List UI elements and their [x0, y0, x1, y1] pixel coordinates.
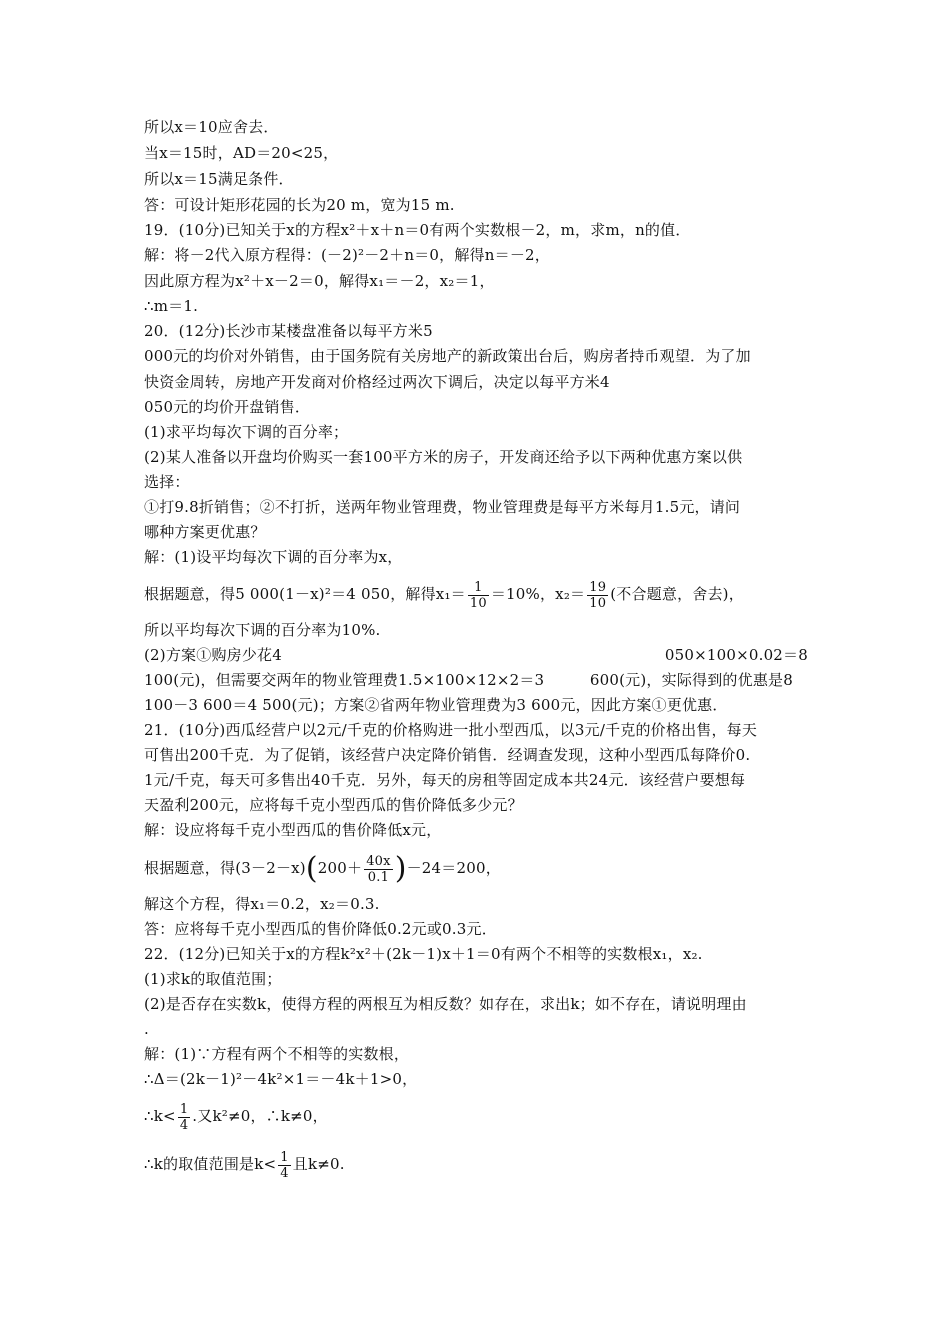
equation-text: 根据题意，得(3－2－x): [144, 859, 306, 877]
text-line: 哪种方案更优惠？: [144, 523, 266, 541]
text-line: ∴Δ＝(2k－1)²－4k²×1＝－4k＋1>0，: [144, 1070, 418, 1088]
fraction: [364, 854, 392, 885]
text-line: 所以x＝15满足条件．: [144, 170, 294, 188]
fraction: [278, 1150, 290, 1181]
fraction-numerator: 1: [280, 1149, 289, 1165]
text-line: 解这个方程，得x₁＝0.2，x₂＝0.3.: [144, 895, 380, 913]
text-line: (2)某人准备以开盘均价购买一套100平方米的房子，开发商还给予以下两种优惠方案以供: [144, 448, 743, 466]
text-line: 答：应将每千克小型西瓜的售价降低0.2元或0.3元．: [144, 920, 497, 938]
equation-text: ∴k的取值范围是k<: [144, 1155, 277, 1173]
question-19: 19．(10分)已知关于x的方程x²＋x＋n＝0有两个实数根－2，m，求m，n的值．: [144, 221, 691, 239]
text-line: ①打9.8折销售；②不打折，送两年物业管理费，物业管理费是每平方米每月1.5元，请问: [144, 498, 741, 516]
text-line: (1)求k的取值范围；: [144, 970, 282, 988]
text-line: 100(元)，但需要交两年的物业管理费1.5×100×12×2＝3 600(元)，实际得到的优惠是8: [144, 671, 793, 689]
text-line: 解：设应将每千克小型西瓜的售价降低x元，: [144, 821, 442, 839]
fraction-denominator: 10: [469, 595, 487, 611]
text-line: 因此原方程为x²＋x－2＝0，解得x₁＝－2，x₂＝1，: [144, 272, 495, 290]
text-line: 所以x＝10应舍去．: [144, 118, 279, 136]
equation-line: [144, 572, 824, 616]
text-line: 可售出200千克．为了促销，该经营户决定降价销售．经调查发现，这种小型西瓜每降价0.: [144, 746, 751, 764]
fraction-numerator: 1: [468, 580, 489, 596]
text-line: .: [144, 1020, 149, 1038]
equation-text: －24＝200，: [406, 859, 501, 877]
equation-text: (不合题意，舍去)，: [610, 585, 744, 603]
text-line: 所以平均每次下调的百分率为10%.: [144, 621, 381, 639]
left-paren: (: [305, 851, 318, 886]
equation-text: ∴k<: [144, 1107, 176, 1125]
fraction-numerator: 1: [179, 1101, 189, 1117]
text-line: (2)是否存在实数k，使得方程的两根互为相反数？如存在，求出k；如不存在，请说明理由: [144, 995, 747, 1013]
equation-text: .又k²≠0，∴k≠0，: [192, 1107, 328, 1125]
right-paren: ): [394, 851, 407, 886]
fraction: [468, 580, 489, 611]
text-line: 当x＝15时，AD＝20<25，: [144, 144, 339, 162]
text-line: 解：(1)设平均每次下调的百分率为x，: [144, 548, 403, 566]
equation-text: 根据题意，得5 000(1－x)²＝4 050，解得x₁＝: [144, 585, 466, 603]
text-line: 选择：: [144, 473, 190, 491]
fraction-numerator: 40x: [366, 853, 391, 869]
fraction-denominator: 4: [179, 1117, 189, 1133]
text-line: 解：将－2代入原方程得：(－2)²－2＋n＝0，解得n＝－2，: [144, 246, 550, 264]
text-segment: 050×100×0.02＝8: [664, 646, 808, 664]
equation-line: [144, 1142, 824, 1186]
text-line: 快资金周转，房地产开发商对价格经过两次下调后，决定以每平方米4: [144, 373, 610, 391]
text-line: 100－3 600＝4 500(元)；方案②省两年物业管理费为3 600元，因此方案①更优惠．: [144, 696, 728, 714]
text-line: ∴m＝1.: [144, 297, 199, 315]
text-line: 000元的均价对外销售，由于国务院有关房地产的新政策出台后，购房者持币观望．为了加: [144, 347, 751, 365]
fraction-denominator: 0.1: [367, 869, 390, 885]
equation-text: 200＋: [317, 859, 363, 877]
equation-line: [144, 846, 824, 890]
text-line: (1)求平均每次下调的百分率；: [144, 423, 349, 441]
fraction-denominator: 4: [280, 1165, 289, 1181]
equation-text: 且k≠0.: [292, 1155, 345, 1173]
text-segment: (2)方案①购房少花4: [144, 646, 282, 664]
fraction: [178, 1102, 190, 1133]
question-22: 22．(12分)已知关于x的方程k²x²＋(2k－1)x＋1＝0有两个不相等的实数根x₁，x₂.: [144, 945, 703, 963]
fraction: [587, 580, 608, 611]
text-line: [144, 644, 824, 666]
equation-text: ＝10%，x₂＝: [490, 585, 586, 603]
text-line: 1元/千克，每天可多售出40千克．另外，每天的房租等固定成本共24元．该经营户要想每: [144, 771, 746, 789]
question-20: 20．(12分)长沙市某楼盘准备以每平方米5: [144, 322, 433, 340]
question-21: 21．(10分)西瓜经营户以2元/千克的价格购进一批小型西瓜，以3元/千克的价格出售，每天: [144, 721, 758, 739]
text-line: 050元的均价开盘销售．: [144, 398, 311, 416]
fraction-denominator: 10: [589, 595, 607, 611]
fraction-numerator: 19: [589, 579, 607, 595]
equation-line: [144, 1094, 824, 1138]
text-line: 解：(1)∵方程有两个不相等的实数根，: [144, 1045, 410, 1063]
text-line: 天盈利200元，应将每千克小型西瓜的售价降低多少元？: [144, 796, 523, 814]
text-line: 答：可设计矩形花园的长为20 m，宽为15 m.: [144, 196, 455, 214]
